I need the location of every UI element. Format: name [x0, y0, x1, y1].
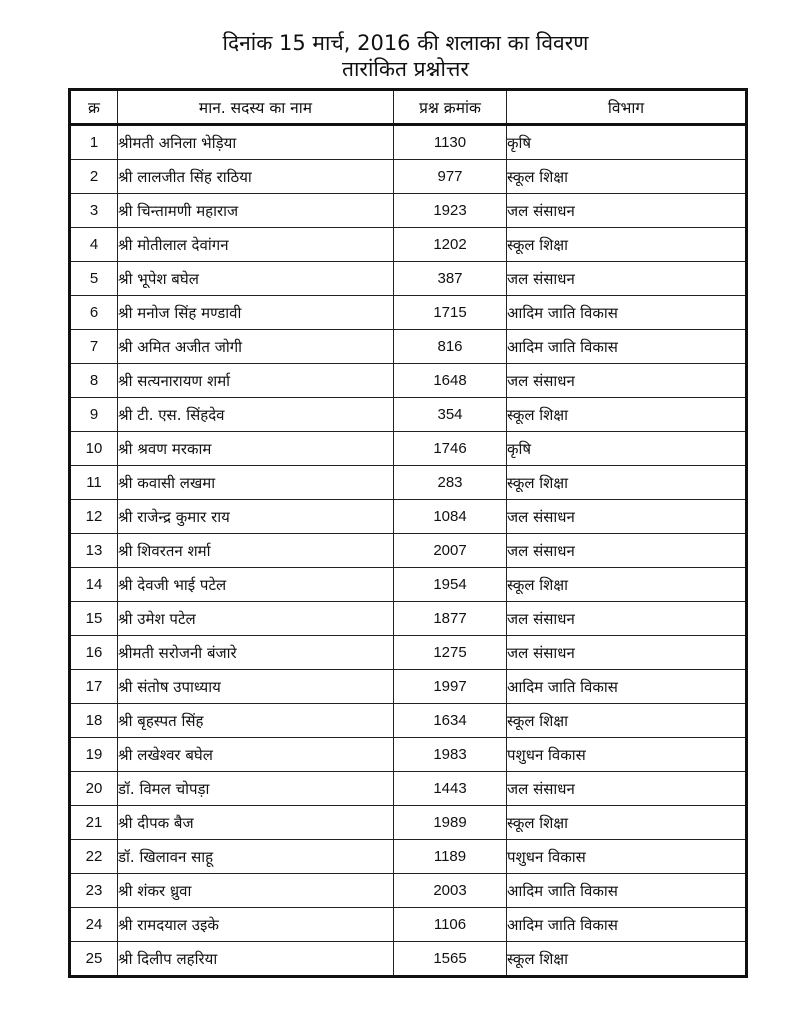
- header-row: [70, 90, 747, 125]
- table-row: [70, 228, 747, 262]
- serial-number-cell: 18: [70, 704, 118, 738]
- department-cell: स्कूल शिक्षा: [507, 398, 747, 432]
- serial-number-cell: 23: [70, 874, 118, 908]
- table-row: [70, 806, 747, 840]
- table-row: [70, 160, 747, 194]
- table-row: [70, 364, 747, 398]
- serial-number-cell: 2: [70, 160, 118, 194]
- table-row: [70, 432, 747, 466]
- serial-number-cell: 5: [70, 262, 118, 296]
- table-row: [70, 636, 747, 670]
- department-cell: पशुधन विकास: [507, 840, 747, 874]
- department-cell: स्कूल शिक्षा: [507, 160, 747, 194]
- department-cell: आदिम जाति विकास: [507, 330, 747, 364]
- department-cell: जल संसाधन: [507, 602, 747, 636]
- member-name-cell: श्री शिवरतन शर्मा: [118, 534, 394, 568]
- department-cell: जल संसाधन: [507, 364, 747, 398]
- member-name-cell: श्री राजेन्द्र कुमार राय: [118, 500, 394, 534]
- table-row: [70, 398, 747, 432]
- member-name-cell: श्री बृहस्पत सिंह: [118, 704, 394, 738]
- serial-number-cell: 17: [70, 670, 118, 704]
- header-serial-number: क्र: [70, 90, 118, 125]
- table-row: [70, 704, 747, 738]
- member-name-cell: श्रीमती सरोजनी बंजारे: [118, 636, 394, 670]
- serial-number-cell: 11: [70, 466, 118, 500]
- table-row: [70, 874, 747, 908]
- department-cell: आदिम जाति विकास: [507, 874, 747, 908]
- serial-number-cell: 25: [70, 942, 118, 977]
- question-number-cell: 977: [394, 160, 507, 194]
- question-number-cell: 1989: [394, 806, 507, 840]
- header-question-number: प्रश्न क्रमांक: [394, 90, 507, 125]
- table-row: [70, 534, 747, 568]
- serial-number-cell: 1: [70, 125, 118, 160]
- department-cell: कृषि: [507, 432, 747, 466]
- question-number-cell: 1997: [394, 670, 507, 704]
- serial-number-cell: 9: [70, 398, 118, 432]
- department-cell: जल संसाधन: [507, 262, 747, 296]
- member-name-cell: श्री दिलीप लहरिया: [118, 942, 394, 977]
- serial-number-cell: 24: [70, 908, 118, 942]
- department-cell: आदिम जाति विकास: [507, 296, 747, 330]
- table-row: [70, 296, 747, 330]
- member-name-cell: श्री रामदयाल उइके: [118, 908, 394, 942]
- serial-number-cell: 16: [70, 636, 118, 670]
- member-name-cell: श्री लखेश्वर बघेल: [118, 738, 394, 772]
- table-row: [70, 772, 747, 806]
- question-number-cell: 1443: [394, 772, 507, 806]
- serial-number-cell: 13: [70, 534, 118, 568]
- department-cell: स्कूल शिक्षा: [507, 568, 747, 602]
- question-number-cell: 816: [394, 330, 507, 364]
- department-cell: कृषि: [507, 125, 747, 160]
- header-department: विभाग: [507, 90, 747, 125]
- member-name-cell: श्री मनोज सिंह मण्डावी: [118, 296, 394, 330]
- table-row: [70, 330, 747, 364]
- serial-number-cell: 12: [70, 500, 118, 534]
- serial-number-cell: 14: [70, 568, 118, 602]
- serial-number-cell: 20: [70, 772, 118, 806]
- department-cell: जल संसाधन: [507, 500, 747, 534]
- member-name-cell: श्री टी. एस. सिंहदेव: [118, 398, 394, 432]
- question-number-cell: 1275: [394, 636, 507, 670]
- serial-number-cell: 3: [70, 194, 118, 228]
- member-name-cell: श्रीमती अनिला भेड़िया: [118, 125, 394, 160]
- question-number-cell: 1877: [394, 602, 507, 636]
- table-row: [70, 262, 747, 296]
- table-row: [70, 942, 747, 977]
- table-row: [70, 738, 747, 772]
- starred-questions-table: [68, 88, 748, 978]
- member-name-cell: डॉ. खिलावन साहू: [118, 840, 394, 874]
- question-number-cell: 387: [394, 262, 507, 296]
- serial-number-cell: 22: [70, 840, 118, 874]
- table-row: [70, 908, 747, 942]
- question-number-cell: 283: [394, 466, 507, 500]
- header-member-name: मान. सदस्य का नाम: [118, 90, 394, 125]
- question-number-cell: 1106: [394, 908, 507, 942]
- question-number-cell: 1634: [394, 704, 507, 738]
- serial-number-cell: 6: [70, 296, 118, 330]
- question-number-cell: 2003: [394, 874, 507, 908]
- table-row: [70, 602, 747, 636]
- table-row: [70, 840, 747, 874]
- serial-number-cell: 7: [70, 330, 118, 364]
- table-row: [70, 194, 747, 228]
- member-name-cell: श्री कवासी लखमा: [118, 466, 394, 500]
- question-number-cell: 1983: [394, 738, 507, 772]
- table-header: [70, 90, 747, 125]
- question-number-cell: 1746: [394, 432, 507, 466]
- department-cell: स्कूल शिक्षा: [507, 228, 747, 262]
- table-row: [70, 568, 747, 602]
- table-row: [70, 466, 747, 500]
- member-name-cell: श्री दीपक बैज: [118, 806, 394, 840]
- table-row: [70, 500, 747, 534]
- member-name-cell: श्री मोतीलाल देवांगन: [118, 228, 394, 262]
- department-cell: स्कूल शिक्षा: [507, 466, 747, 500]
- member-name-cell: श्री अमित अजीत जोगी: [118, 330, 394, 364]
- document-subtitle: तारांकित प्रश्नोत्तर: [342, 57, 469, 81]
- department-cell: स्कूल शिक्षा: [507, 806, 747, 840]
- department-cell: जल संसाधन: [507, 772, 747, 806]
- question-number-cell: 1648: [394, 364, 507, 398]
- member-name-cell: श्री संतोष उपाध्याय: [118, 670, 394, 704]
- question-number-cell: 354: [394, 398, 507, 432]
- member-name-cell: श्री लालजीत सिंह राठिया: [118, 160, 394, 194]
- department-cell: आदिम जाति विकास: [507, 670, 747, 704]
- serial-number-cell: 4: [70, 228, 118, 262]
- document-title: दिनांक 15 मार्च, 2016 की शलाका का विवरण: [222, 31, 589, 55]
- department-cell: जल संसाधन: [507, 636, 747, 670]
- department-cell: पशुधन विकास: [507, 738, 747, 772]
- serial-number-cell: 10: [70, 432, 118, 466]
- member-name-cell: श्री सत्यनारायण शर्मा: [118, 364, 394, 398]
- member-name-cell: डॉ. विमल चोपड़ा: [118, 772, 394, 806]
- question-number-cell: 1202: [394, 228, 507, 262]
- question-number-cell: 1565: [394, 942, 507, 977]
- question-number-cell: 2007: [394, 534, 507, 568]
- question-number-cell: 1954: [394, 568, 507, 602]
- member-name-cell: श्री चिन्तामणी महाराज: [118, 194, 394, 228]
- question-number-cell: 1923: [394, 194, 507, 228]
- member-name-cell: श्री शंकर ध्रुवा: [118, 874, 394, 908]
- member-name-cell: श्री उमेश पटेल: [118, 602, 394, 636]
- question-number-cell: 1084: [394, 500, 507, 534]
- table-row: [70, 670, 747, 704]
- department-cell: स्कूल शिक्षा: [507, 704, 747, 738]
- member-name-cell: श्री भूपेश बघेल: [118, 262, 394, 296]
- department-cell: जल संसाधन: [507, 534, 747, 568]
- question-number-cell: 1130: [394, 125, 507, 160]
- member-name-cell: श्री श्रवण मरकाम: [118, 432, 394, 466]
- department-cell: आदिम जाति विकास: [507, 908, 747, 942]
- serial-number-cell: 8: [70, 364, 118, 398]
- department-cell: जल संसाधन: [507, 194, 747, 228]
- serial-number-cell: 19: [70, 738, 118, 772]
- department-cell: स्कूल शिक्षा: [507, 942, 747, 977]
- member-name-cell: श्री देवजी भाई पटेल: [118, 568, 394, 602]
- question-number-cell: 1189: [394, 840, 507, 874]
- table-body: [70, 125, 747, 977]
- serial-number-cell: 21: [70, 806, 118, 840]
- question-number-cell: 1715: [394, 296, 507, 330]
- table-row: [70, 125, 747, 160]
- serial-number-cell: 15: [70, 602, 118, 636]
